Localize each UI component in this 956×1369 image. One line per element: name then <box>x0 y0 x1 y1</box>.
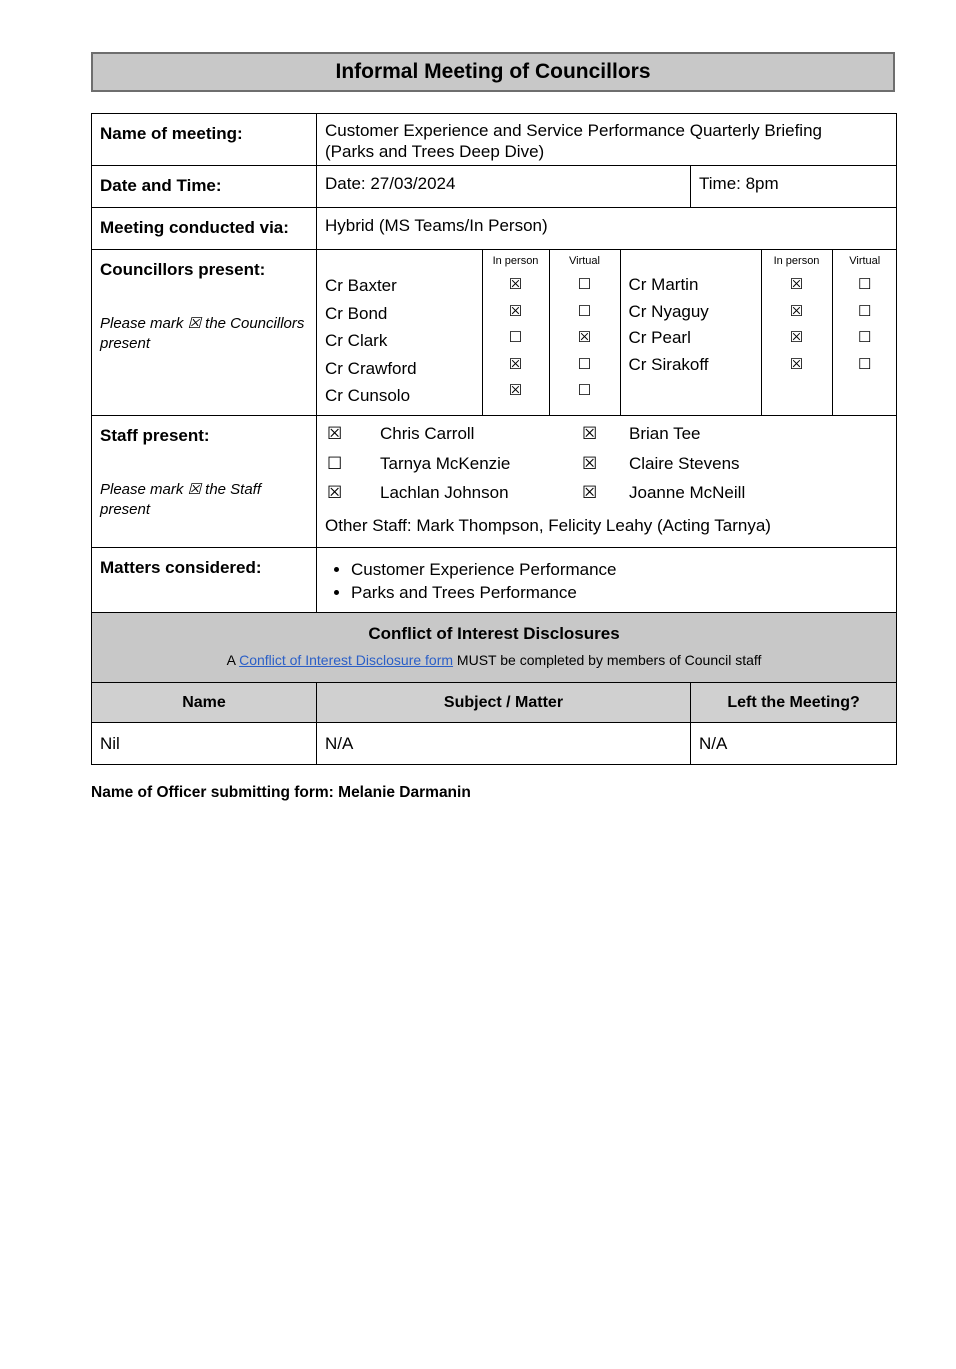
checkbox[interactable]: ☒ <box>582 454 598 473</box>
staff-name: Chris Carroll <box>380 424 475 443</box>
councillor-name: Cr Clark <box>325 331 388 350</box>
councillors-left-names <box>317 250 482 415</box>
checkbox[interactable]: ☐ <box>508 329 523 346</box>
councillor-name: Cr Martin <box>628 275 699 294</box>
checkbox[interactable]: ☒ <box>327 483 343 502</box>
checkbox[interactable]: ☐ <box>577 382 592 399</box>
conducted-via-label: Meeting conducted via: <box>92 208 317 250</box>
date-time-label: Date and Time: <box>92 166 317 208</box>
row-subject: N/A <box>317 723 691 765</box>
staff-present-cell <box>92 416 317 548</box>
matters-value <box>317 548 897 613</box>
name-of-meeting-label: Name of meeting: <box>92 114 317 166</box>
other-staff: Other Staff: Mark Thompson, Felicity Leahy (Acting Tarnya) <box>325 516 771 535</box>
date-value: Date: 27/03/2024 <box>317 166 691 208</box>
councillor-name: Cr Cunsolo <box>325 386 411 405</box>
meeting-form <box>91 113 897 765</box>
header-subject: Subject / Matter <box>317 683 691 723</box>
conducted-via-value: Hybrid (MS Teams/In Person) <box>317 208 897 250</box>
councillor-name: Cr Bond <box>325 303 388 323</box>
staff-name: Brian Tee <box>629 424 701 443</box>
conflict-header <box>92 613 897 683</box>
checkbox[interactable]: ☒ <box>577 329 592 346</box>
councillors-present-cell <box>92 250 317 416</box>
staff-name: Lachlan Johnson <box>380 483 509 502</box>
checkbox[interactable]: ☒ <box>789 276 804 293</box>
councillors-right-names <box>620 250 761 415</box>
councillor-name: Cr Sirakoff <box>628 354 709 374</box>
staff-name: Claire Stevens <box>629 454 740 473</box>
col-in-person-header: In person <box>773 255 820 267</box>
checkbox[interactable]: ☒ <box>508 355 523 373</box>
checkbox[interactable]: ☐ <box>858 302 872 320</box>
councillors-present-label: Councillors present: <box>100 260 266 279</box>
checkbox[interactable]: ☐ <box>577 355 592 373</box>
checkbox[interactable]: ☒ <box>327 424 343 443</box>
list-item: • Customer Experience Performance <box>351 558 888 581</box>
matters-label: Matters considered: <box>92 548 317 613</box>
table-row <box>92 723 897 765</box>
checkbox[interactable]: ☒ <box>582 424 598 443</box>
councillor-name: Cr Nyaguy <box>628 301 709 321</box>
meeting-name-line-1: Customer Experience and Service Performance Quarterly Briefing <box>325 121 822 140</box>
header-left-meeting: Left the Meeting? <box>691 683 897 723</box>
staff-present-label: Staff present: <box>100 426 210 445</box>
conflict-title: Conflict of Interest Disclosures <box>368 624 620 643</box>
col-virtual-header: Virtual <box>569 255 600 267</box>
header-name: Name <box>92 683 317 723</box>
checkbox[interactable]: ☒ <box>582 483 598 502</box>
staff-name: Joanne McNeill <box>629 483 746 502</box>
list-item: • Parks and Trees Performance <box>351 581 888 604</box>
col-virtual-header: Virtual <box>849 255 881 267</box>
checkbox[interactable]: ☐ <box>858 276 872 293</box>
councillors-left-in-person <box>482 250 549 415</box>
checkbox[interactable]: ☒ <box>508 382 523 399</box>
checkbox[interactable]: ☒ <box>508 302 523 320</box>
matters-list <box>325 558 888 604</box>
councillor-name: Cr Crawford <box>325 358 417 378</box>
checkbox[interactable]: ☐ <box>327 454 343 473</box>
councillors-note: Please mark ☒ the Councillors present <box>100 315 305 352</box>
councillors-grid <box>317 250 897 416</box>
councillors-right-in-person <box>761 250 832 415</box>
conflict-note <box>92 652 896 668</box>
staff-note: Please mark ☒ the Staff present <box>100 481 262 518</box>
conflict-note-prefix: A <box>226 652 240 668</box>
col-in-person-header: In person <box>492 255 539 267</box>
checkbox[interactable]: ☒ <box>508 276 523 293</box>
checkbox[interactable]: ☐ <box>858 355 872 373</box>
row-name: Nil <box>92 723 317 765</box>
officer-submitting: Name of Officer submitting form: Melanie Darmanin <box>91 784 471 801</box>
councillors-left-virtual <box>549 250 620 415</box>
meeting-name-line-2: (Parks and Trees Deep Dive) <box>325 142 545 161</box>
form-title: Informal Meeting of Councillors <box>91 52 895 92</box>
staff-grid <box>317 416 897 548</box>
row-left-meeting: N/A <box>691 723 897 765</box>
checkbox[interactable]: ☐ <box>577 302 592 320</box>
councillor-name: Cr Pearl <box>628 328 691 347</box>
checkbox[interactable]: ☒ <box>789 355 804 373</box>
time-value: Time: 8pm <box>691 166 897 208</box>
checkbox[interactable]: ☒ <box>789 329 804 346</box>
councillors-right-virtual <box>832 250 897 415</box>
staff-name: Tarnya McKenzie <box>380 454 511 473</box>
checkbox[interactable]: ☒ <box>789 302 804 320</box>
conflict-note-suffix: MUST be completed by members of Council staff <box>453 652 762 668</box>
checkbox[interactable]: ☐ <box>577 276 592 293</box>
councillor-name: Cr Baxter <box>325 276 397 295</box>
conflict-form-link[interactable]: Conflict of Interest Disclosure form <box>239 652 454 668</box>
checkbox[interactable]: ☐ <box>858 329 872 346</box>
name-of-meeting-value <box>317 114 897 166</box>
